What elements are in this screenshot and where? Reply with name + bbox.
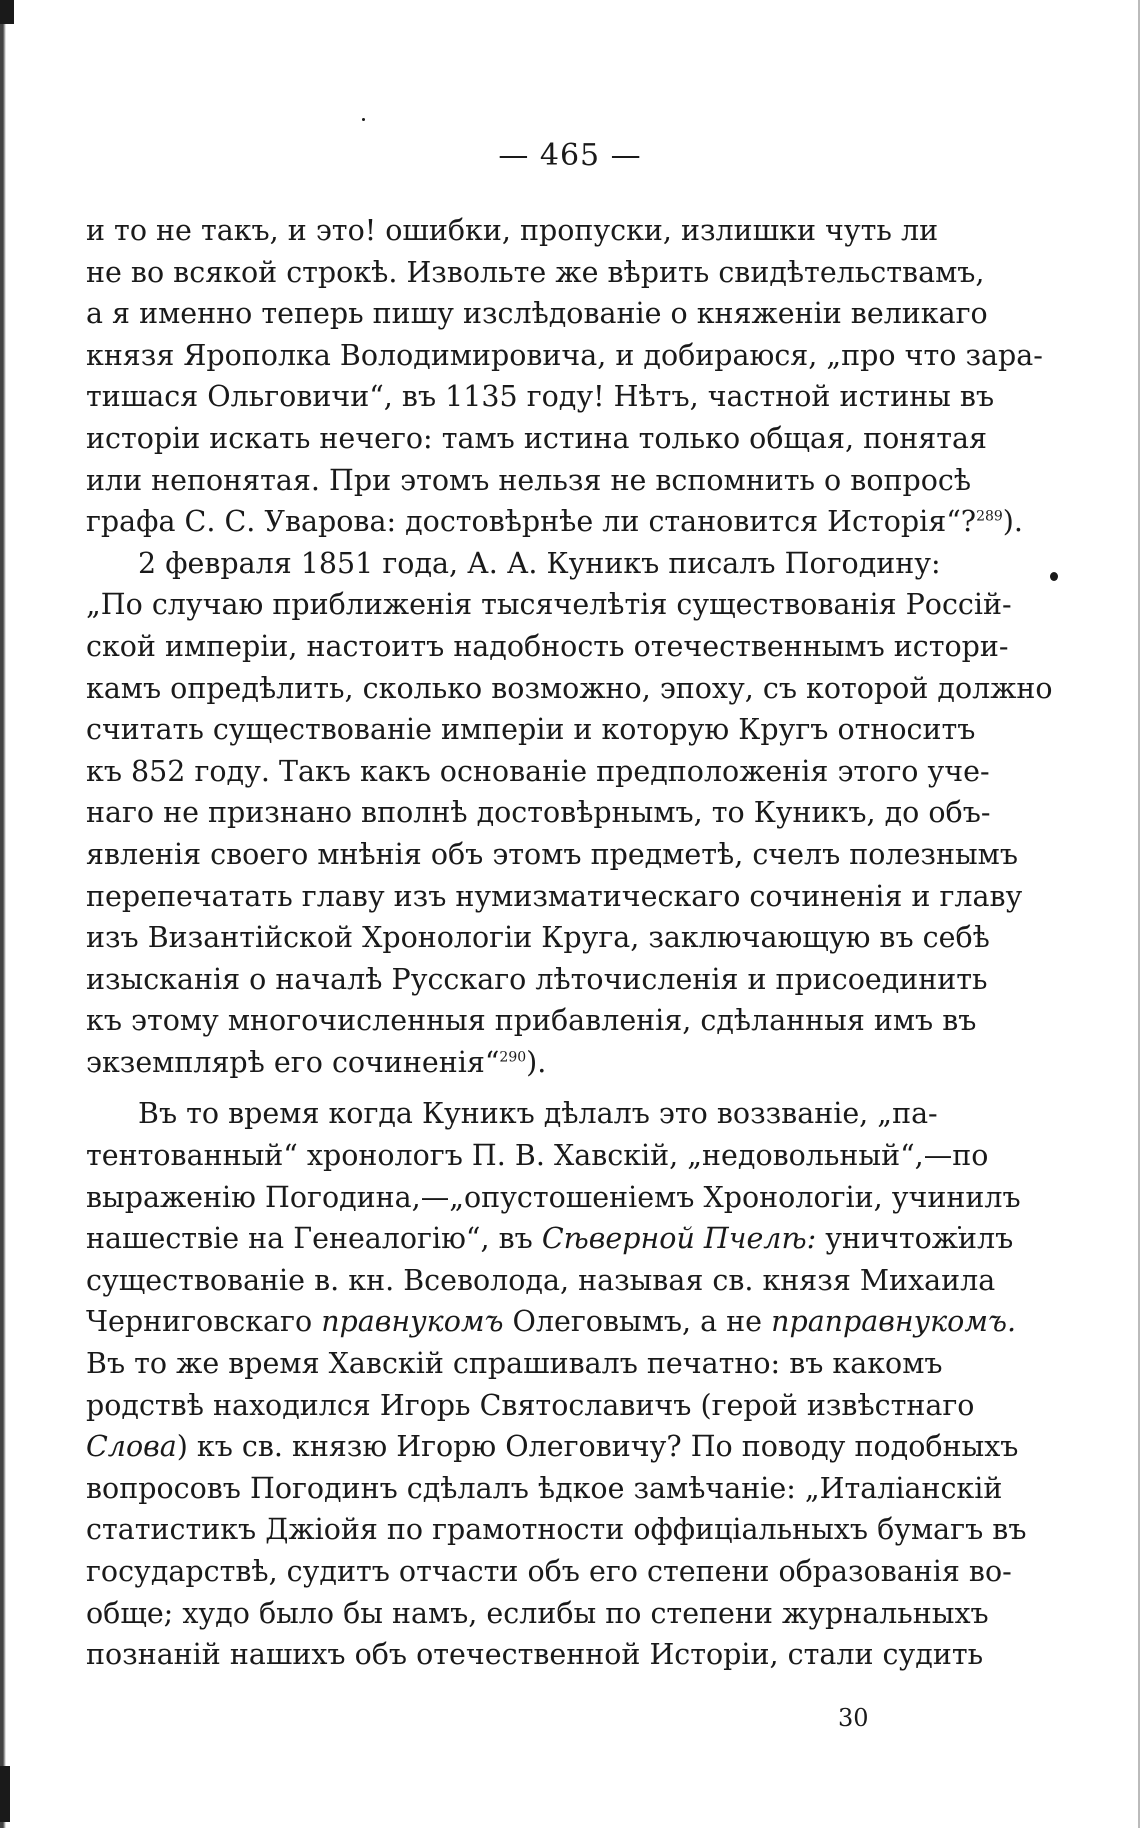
text-line: родствѣ находился Игорь Святославичъ (герой извѣстнаго xyxy=(86,1388,975,1422)
printer-signature-mark: 30 xyxy=(838,1704,869,1732)
text-line: 2 февраля 1851 года, А. А. Куникъ писалъ Погодину: xyxy=(138,546,941,580)
footnote-ref: 290 xyxy=(499,1049,527,1066)
text-line: тишася Ольговичи“, въ 1135 году! Нѣтъ, частной истины въ xyxy=(86,380,995,414)
text-line: изысканія о началѣ Русскаго лѣточисленія и присоединить xyxy=(86,962,988,996)
text-line: исторіи искать нечего: тамъ истина только общая, понятая xyxy=(86,421,987,455)
text-fragment: уничтожилъ xyxy=(816,1222,1014,1256)
text-line: считать существованіе имперіи и которую Кругъ относитъ xyxy=(86,713,976,747)
text-line: и то не такъ, и это! ошибки, пропуски, излишки чуть ли xyxy=(86,214,939,247)
text-line-last xyxy=(86,1042,932,1084)
scan-speck xyxy=(362,118,365,121)
italic-term: праправнукомъ. xyxy=(771,1305,1017,1339)
text-line: Въ то же время Хавскій спрашивалъ печатно: въ какомъ xyxy=(86,1347,943,1381)
text-line xyxy=(86,1218,1014,1260)
text-line: наго не признано вполнѣ достовѣрнымъ, то Куникъ, до объ- xyxy=(86,796,991,830)
text-line: къ этому многочисленныя прибавленія, сдѣланныя имъ въ xyxy=(86,1004,977,1038)
paragraph-2 xyxy=(86,543,1053,1084)
scan-top-corner-mark xyxy=(0,0,14,24)
text-line: камъ опредѣлить, сколько возможно, эпоху, съ которой должно xyxy=(86,671,1053,705)
text-line-last xyxy=(86,501,1023,543)
text-fragment: Олеговымъ, а не xyxy=(503,1305,772,1339)
text-line: ской имперіи, настоитъ надобность отечественнымъ истори- xyxy=(86,629,1009,663)
scan-bottom-corner-mark xyxy=(0,1766,10,1822)
text-line: государствѣ, судитъ отчасти объ его степени образованія во- xyxy=(86,1555,1012,1588)
text-line: князя Ярополка Володимировича, и добираюся, „про что зара- xyxy=(86,338,1043,372)
text-line: изъ Византійской Хронологіи Круга, заключающую въ себѣ xyxy=(86,921,990,955)
text-line xyxy=(86,1426,1019,1468)
text-line: обще; худо было бы намъ, еслибы по степени журнальныхъ xyxy=(86,1596,989,1630)
paragraph-1 xyxy=(86,210,1043,543)
text-line: не во всякой строкѣ. Извольте же вѣрить свидѣтельствамъ, xyxy=(86,255,985,289)
text-line: Въ то время когда Куникъ дѣлалъ это воззваніе, „па- xyxy=(138,1097,938,1131)
text-fragment: экземплярѣ его сочиненія“ xyxy=(86,1045,500,1079)
italic-title: Слова xyxy=(86,1430,177,1464)
scan-speck xyxy=(1050,572,1058,581)
text-line: выраженію Погодина,—„опустошеніемъ Хронологіи, учинилъ xyxy=(86,1180,1021,1214)
paragraph-3 xyxy=(86,1093,1027,1675)
text-line: явленія своего мнѣнія объ этомъ предметѣ, счелъ полезнымъ xyxy=(86,837,1018,871)
page-number: — 465 — xyxy=(498,138,642,173)
text-fragment: ). xyxy=(526,1045,547,1079)
footnote-ref: 289 xyxy=(976,508,1003,525)
text-line: существованіе в. кн. Всеволода, называя св. князя Михаила xyxy=(86,1263,996,1297)
text-line: вопросовъ Погодинъ сдѣлалъ ѣдкое замѣчаніе: „Италіанскій xyxy=(86,1471,1003,1505)
italic-term: правнукомъ xyxy=(321,1305,504,1339)
text-line: познаній нашихъ объ отечественной Исторіи, стали судить xyxy=(86,1638,984,1672)
text-line: тентованный“ хронологъ П. В. Хавскій, „недовольный“,—по xyxy=(86,1139,989,1173)
italic-title: Сѣверной Пчелѣ: xyxy=(541,1222,817,1256)
text-fragment: графа С. С. Уварова: достовѣрнѣе ли становится Исторія“? xyxy=(86,505,977,539)
text-fragment: ). xyxy=(1002,505,1023,539)
text-line: „По случаю приближенія тысячелѣтія существованія Россій- xyxy=(86,588,1012,622)
text-line: статистикъ Джіойя по грамотности оффиціальныхъ бумагъ въ xyxy=(86,1513,1027,1547)
page-body xyxy=(86,210,1053,1676)
text-line: къ 852 году. Такъ какъ основаніе предположенія этого уче- xyxy=(86,754,990,788)
text-line: перепечатать главу изъ нумизматическаго сочиненія и главу xyxy=(86,879,1023,913)
text-fragment: ) къ св. князю Игорю Олеговичу? По поводу подобныхъ xyxy=(176,1430,1019,1464)
scan-left-edge xyxy=(0,0,6,1828)
text-line xyxy=(86,1301,1017,1343)
text-fragment: Черниговскаго xyxy=(86,1305,322,1339)
text-line: а я именно теперь пишу изслѣдованіе о княженіи великаго xyxy=(86,297,988,331)
text-fragment: нашествіе на Генеалогію“, въ xyxy=(86,1222,542,1256)
text-line: или непонятая. При этомъ нельзя не вспомнить о вопросѣ xyxy=(86,463,972,497)
